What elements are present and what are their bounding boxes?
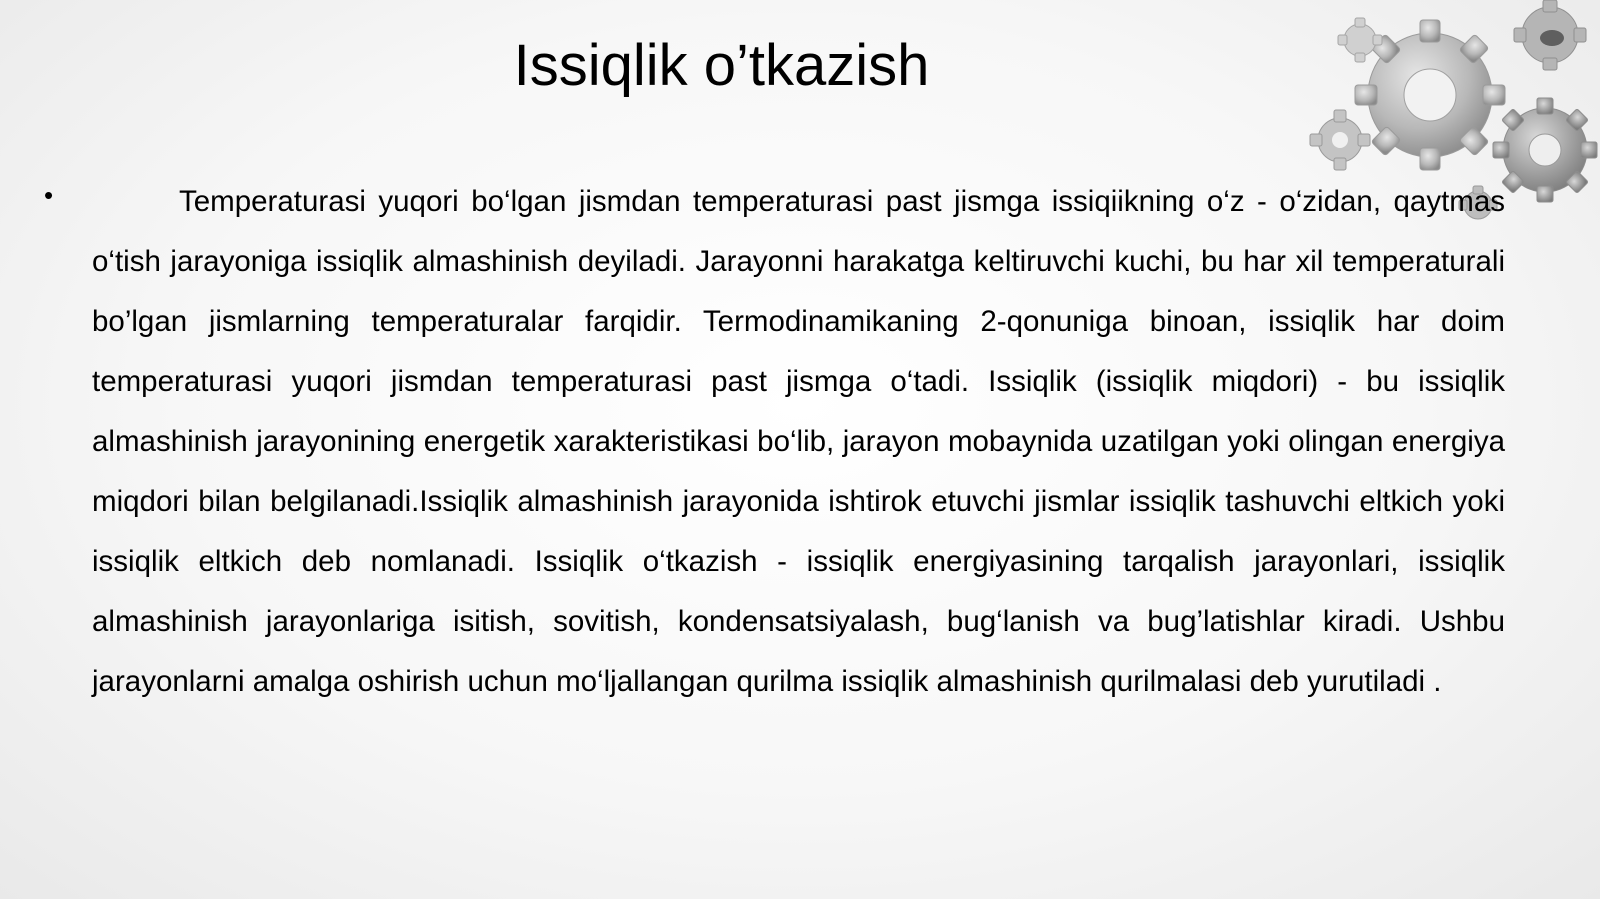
bullet-point: • — [44, 180, 54, 210]
body-paragraph: Temperaturasi yuqori bo‘lgan jismdan temperaturasi past jismga issiqiikning o‘z - o‘zidan, qaytmas o‘tish jarayoniga issiqlik almashinish deyiladi. Jarayonni harakatga keltiruvchi kuchi, bu har xil temperaturali bo’lgan jismlarning temperaturalar farqidir. Termodinamikaning 2-qonuniga binoan, issiqlik har doim temperaturasi yuqori jismdan temperaturasi past jismga o‘tadi. Issiqlik (issiqlik miqdori) - bu issiqlik almashinish jarayonining energetik xarakteristikasi bo‘lib, jarayon mobaynida uzatilgan yoki olingan energiya miqdori bilan belgilanadi.Issiqlik almashinish jarayonida ishtirok etuvchi jismlar issiqlik tashuvchi eltkich yoki issiqlik eltkich deb nomlanadi. Issiqlik o‘tkazish - issiqlik energiyasining tarqalish jarayonlari, issiqlik almashinish jarayonlariga isitish, sovitish, kondensatsiyalash, bug‘lanish va bug’latishlar kiradi. Ushbu jarayonlarni amalga oshirish uchun mo‘ljallangan qurilma issiqlik almashinish qurilmalasi deb yurutiladi . — [92, 185, 1505, 698]
slide-title: Issiqlik o’tkazish — [513, 33, 930, 98]
